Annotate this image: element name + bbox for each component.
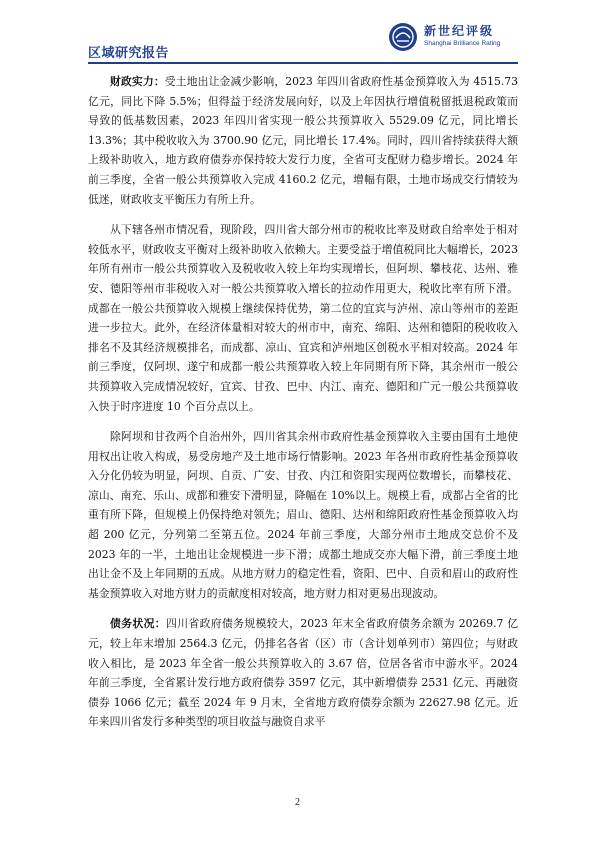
paragraph-lead: 债务状况： — [110, 617, 166, 631]
paragraph-text: 从下辖各州市情况看，现阶段，四川省大部分州市的税收比率及财政自给率处于相对较低水平，财政收支平衡对上级补助收入依赖大。主要受益于增值税同比大幅增长，2023 年所有州市一般公共预算收入及税收收入较上年均实现增长，但阿坝、攀枝花、达州、雅安、德阳等州市非税收入对一般公共预算收入增长的拉动作用更大，税收比率有所下滑。成都在一般公共预算收入规模上继续保持优势，第二位的宜宾与泸州、凉山等州市的差距进一步拉大。此外，在经济体量相对较大的州市中，南充、绵阳、达州和德阳的税收收入排名不及其经济规模排名，而成都、凉山、宜宾和泸州地区创税水平相对较高。2024 年前三季度，仅阿坝、遂宁和成都一般公共预算收入较上年同期有所下降，其余州市一般公共预算收入完成情况较好，宜宾、甘孜、巴中、内江、南充、德阳和广元一般公共预算收入快于时序进度 10 个百分点以上。 — [88, 223, 518, 413]
logo-chinese-name: 新世纪评级 — [424, 24, 495, 38]
page-number: 2 — [295, 797, 300, 808]
report-title: 区域研究报告 — [88, 46, 170, 61]
paragraph-fiscal-strength — [88, 72, 518, 209]
paragraph-text: 受土地出让金减少影响，2023 年四川省政府性基金预算收入为 4515.73 亿元，同比下降 5.5%；但得益于经济发展向好，以及上年因执行增值税留抵退税政策而导致的低基数因素，2023 年四川省实现一般公共预算收入 5529.09 亿元，同比增长 13.3%；其中税收收入为 3700.90 亿元，同比增长 17.4%。同时，四川省持续获得大额上级补助收入，地方政府债券亦保持较大发行力度，全省可支配财力稳步增长。2024 年前三季度，全省一般公共预算收入完成 4160.2 亿元，增幅有限，土地市场成交行情较为低迷，财政收支平衡压力有所上升。 — [88, 75, 518, 206]
paragraph-prefecture-revenue — [88, 220, 518, 416]
paragraph-lead: 财政实力： — [110, 75, 165, 88]
paragraph-text: 四川省政府债务规模较大，2023 年末全省政府债务余额为 20269.7 亿元，较上年末增加 2564.3 亿元，仍排名各省（区）市（含计划单列市）第四位；与财政收入相比，是 2023 年全省一般公共预算收入的 3.67 倍，位居各省市中游水平。2024 年前三季度，全省累计发行地方政府债券 3597 亿元，其中新增债券 2531 亿元、再融资债券 1066 亿元；截至 2024 年 9 月末，全省地方政府债券余额为 22627.98 亿元。近年来四川省发行多种类型的项目收益与融资自求平 — [88, 617, 519, 729]
paragraph-text: 除阿坝和甘孜两个自治州外，四川省其余州市政府性基金预算收入主要由国有土地使用权出让收入构成，易受房地产及土地市场行情影响。2023 年各州市政府性基金预算收入分化仍较为明显，阿坝、自贡、广安、甘孜、内江和资阳实现两位数增长，而攀枝花、凉山、南充、乐山、成都和雅安下滑明显，降幅在 10%以上。规模上看，成都占全省的比重有所下降，但规模上仍保持绝对领先；眉山、德阳、达州和绵阳政府性基金预算收入均超 200 亿元，分列第二至第五位。2024 年前三季度，大部分州市土地成交总价不及 2023 年的一半，土地出让金规模进一步下滑；成都土地成交亦大幅下滑，前三季度土地出让金不及上年同期的五成。从地方财力的稳定性看，资阳、巴中、自贡和眉山的政府性基金预算收入对地方财力的贡献度相对较高，地方财力相对更易出现波动。 — [88, 430, 518, 600]
paragraph-fund-revenue — [88, 427, 518, 603]
logo-emblem-icon — [388, 22, 418, 52]
paragraph-debt-status — [88, 614, 518, 732]
page-header — [88, 20, 518, 64]
logo-english-name: Shanghai Brilliance Rating — [424, 40, 501, 47]
document-body — [88, 72, 518, 743]
brand-logo — [388, 22, 518, 56]
header-divider — [88, 62, 518, 64]
